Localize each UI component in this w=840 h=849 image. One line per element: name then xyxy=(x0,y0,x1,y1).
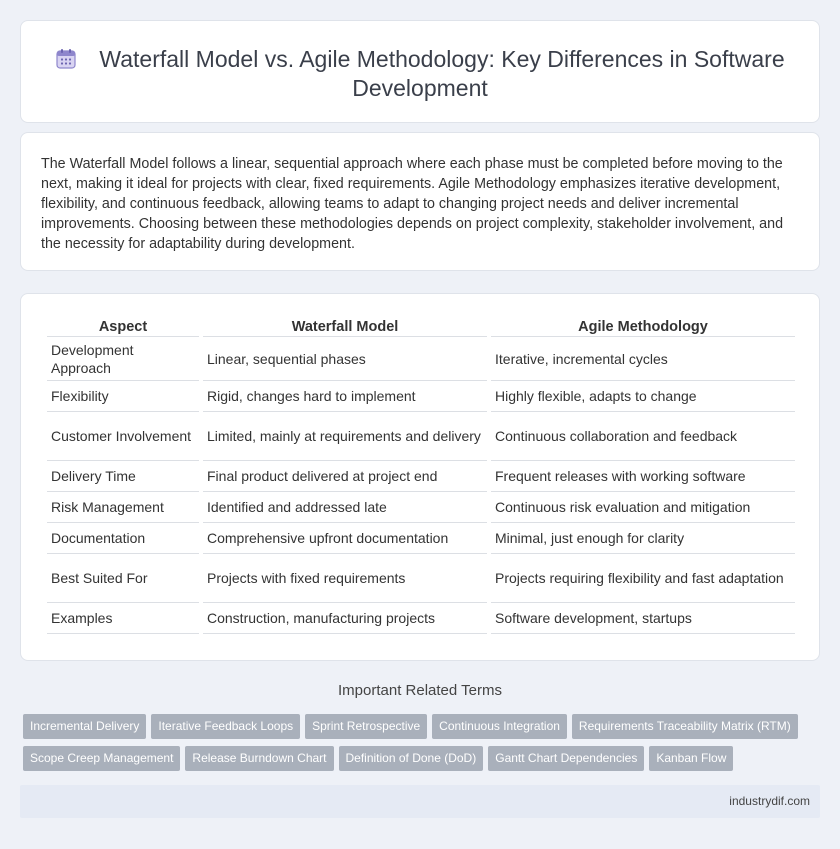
related-terms-heading: Important Related Terms xyxy=(338,682,502,699)
table-row xyxy=(47,492,795,523)
column-header-waterfall: Waterfall Model xyxy=(203,315,487,337)
table-cell-waterfall: Limited, mainly at requirements and delivery xyxy=(203,412,487,461)
table-cell-aspect: Best Suited For xyxy=(47,554,199,603)
table-row xyxy=(47,381,795,412)
table-cell-agile: Projects requiring flexibility and fast adaptation xyxy=(491,554,795,603)
table-cell-agile: Iterative, incremental cycles xyxy=(491,337,795,381)
header-card xyxy=(20,20,820,123)
table-row xyxy=(47,337,795,381)
table-cell-aspect: Examples xyxy=(47,603,199,634)
table-row xyxy=(47,554,795,603)
table-cell-aspect: Delivery Time xyxy=(47,461,199,492)
term-tag[interactable]: Gantt Chart Dependencies xyxy=(488,746,644,771)
term-tag[interactable]: Requirements Traceability Matrix (RTM) xyxy=(572,714,798,739)
table-cell-aspect: Development Approach xyxy=(47,337,199,381)
intro-card xyxy=(20,132,820,271)
table-cell-aspect: Customer Involvement xyxy=(47,412,199,461)
table-row xyxy=(47,603,795,634)
term-tag[interactable]: Sprint Retrospective xyxy=(305,714,427,739)
related-terms-list xyxy=(23,714,823,778)
table-cell-agile: Software development, startups xyxy=(491,603,795,634)
table-row xyxy=(47,461,795,492)
table-cell-agile: Frequent releases with working software xyxy=(491,461,795,492)
column-header-agile: Agile Methodology xyxy=(491,315,795,337)
calendar-icon xyxy=(55,48,77,70)
table-cell-aspect: Documentation xyxy=(47,523,199,554)
term-tag[interactable]: Incremental Delivery xyxy=(23,714,146,739)
column-header-aspect: Aspect xyxy=(47,315,199,337)
table-cell-waterfall: Projects with fixed requirements xyxy=(203,554,487,603)
table-cell-aspect: Risk Management xyxy=(47,492,199,523)
table-cell-waterfall: Comprehensive upfront documentation xyxy=(203,523,487,554)
table-cell-agile: Minimal, just enough for clarity xyxy=(491,523,795,554)
table-cell-agile: Continuous collaboration and feedback xyxy=(491,412,795,461)
term-tag[interactable]: Continuous Integration xyxy=(432,714,567,739)
table-cell-waterfall: Final product delivered at project end xyxy=(203,461,487,492)
table-cell-agile: Continuous risk evaluation and mitigation xyxy=(491,492,795,523)
table-cell-aspect: Flexibility xyxy=(47,381,199,412)
table-header-row xyxy=(47,315,795,337)
footer-bar xyxy=(20,785,820,818)
page-title-row xyxy=(21,45,819,103)
term-tag[interactable]: Release Burndown Chart xyxy=(185,746,333,771)
intro-paragraph: The Waterfall Model follows a linear, sequential approach where each phase must be completed before moving to the next, making it ideal for projects with clear, fixed requirements. Agile Methodology emphasizes iterative development, flexibility, and continuous feedback, allowing teams to adapt to changing project needs and deliver incremental improvements. Choosing between these methodologies depends on project complexity, stakeholder involvement, and the necessity for adaptability during development. xyxy=(41,156,784,252)
table-cell-waterfall: Linear, sequential phases xyxy=(203,337,487,381)
term-tag[interactable]: Iterative Feedback Loops xyxy=(151,714,300,739)
table-row xyxy=(47,412,795,461)
table-cell-waterfall: Identified and addressed late xyxy=(203,492,487,523)
table-row xyxy=(47,523,795,554)
table-cell-agile: Highly flexible, adapts to change xyxy=(491,381,795,412)
page-title: Waterfall Model vs. Agile Methodology: Key Differences in Software Development xyxy=(99,46,785,101)
term-tag[interactable]: Scope Creep Management xyxy=(23,746,180,771)
table-cell-waterfall: Rigid, changes hard to implement xyxy=(203,381,487,412)
comparison-card xyxy=(20,293,820,661)
footer-site-link[interactable]: industrydif.com xyxy=(729,794,810,808)
term-tag[interactable]: Definition of Done (DoD) xyxy=(339,746,484,771)
term-tag[interactable]: Kanban Flow xyxy=(649,746,733,771)
comparison-table xyxy=(43,315,799,634)
table-cell-waterfall: Construction, manufacturing projects xyxy=(203,603,487,634)
